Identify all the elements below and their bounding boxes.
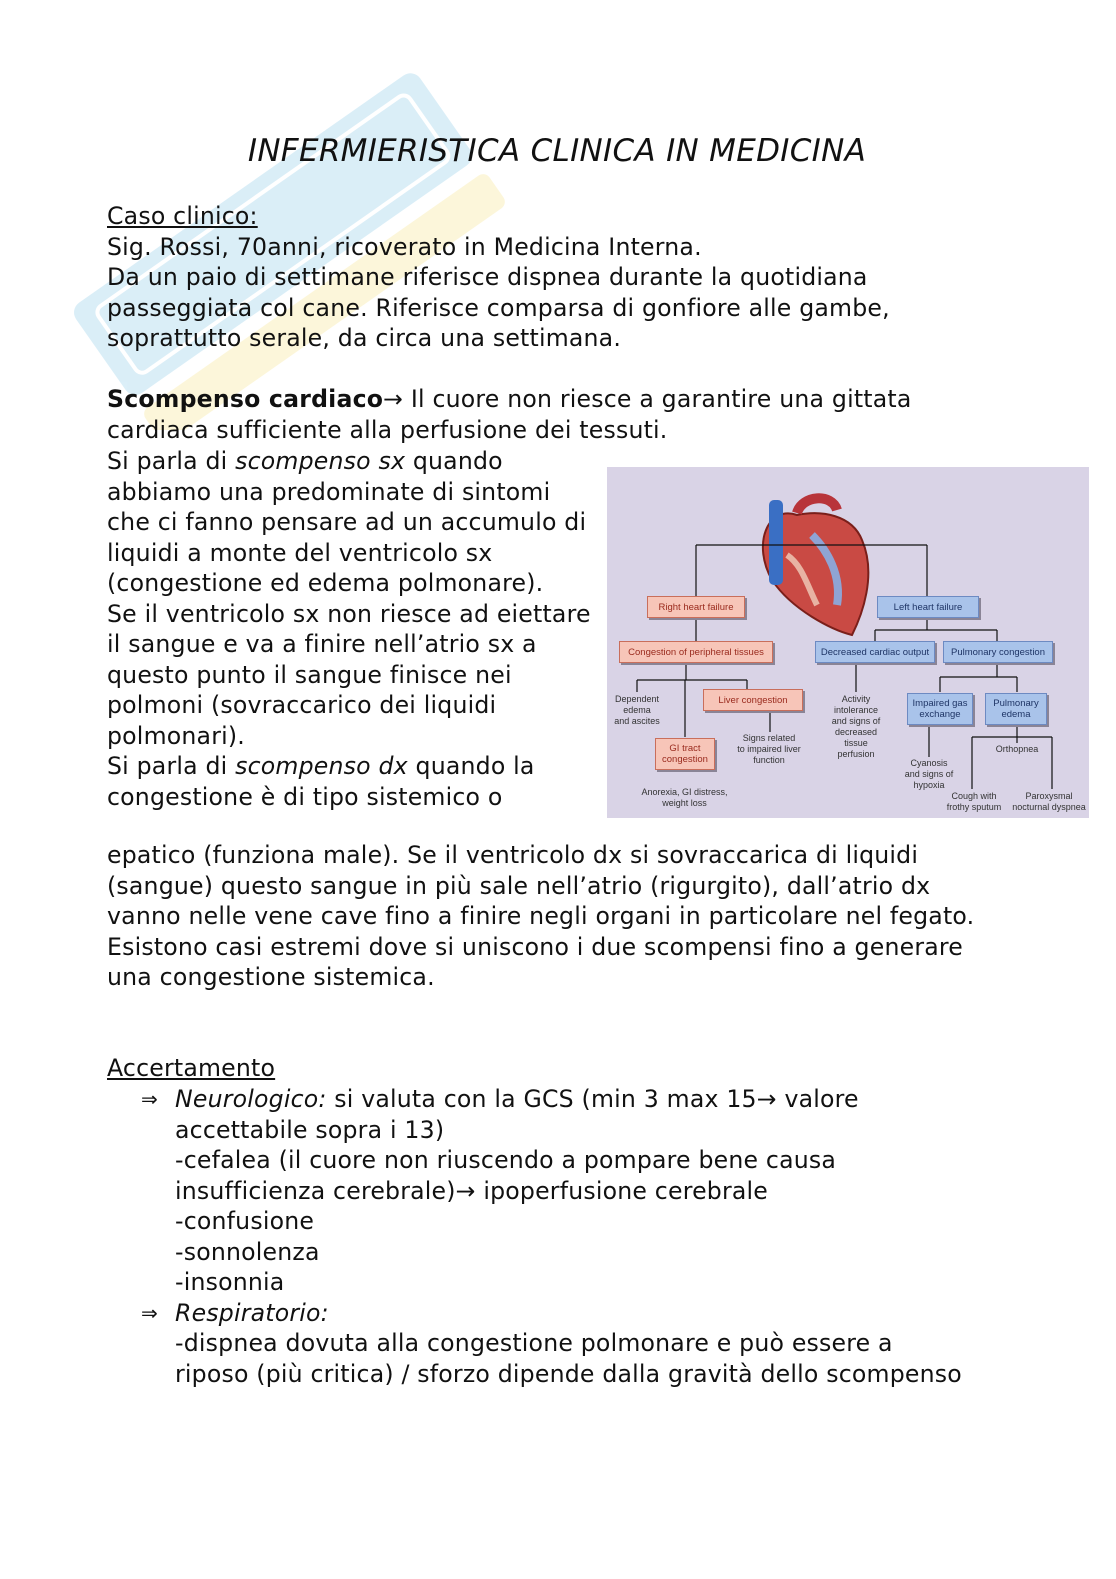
liver-signs-note: Signs related to impaired liver function [737,733,801,765]
gi-tract-box: GI tract congestion [655,738,715,770]
heart-failure-diagram [607,467,1089,818]
assessment-list [141,1084,971,1389]
sx-section [107,446,592,812]
decreased-output-box: Decreased cardiac output [815,641,935,663]
double-arrow-icon: ⇒ [141,1300,158,1325]
list-item: -dispnea dovuta alla congestione polmonare e può essere a riposo (più critica) / sforzo dipende dalla gravità dello scompenso [175,1329,962,1388]
scompenso-def: Il cuore non riesce a garantire una gittata cardiaca sufficiente alla perfusione dei tessuti. [107,385,912,444]
dx-pre: Si parla di [107,752,236,780]
assessment-section [107,1053,1007,1084]
activity-note: Activity intolerance and signs of decreased tissue perfusion [831,694,881,759]
arrow-icon: → [756,1085,777,1113]
left-heart-failure-box: Left heart failure [877,596,979,618]
pulmonary-edema-box: Pulmonary edema [985,693,1047,725]
sx-paragraph [107,446,592,599]
sx-text: quando abbiamo una predominate di sintomi che ci fanno pensare ad un accumulo di liquidi a monte del ventricolo sx (congestione ed edema polmonare). [107,447,587,597]
anorexia-note: Anorexia, GI distress, weight loss [641,787,728,808]
case-section [107,201,1007,354]
case-line-2: Da un paio di settimane riferisce dispnea durante la quotidiana passeggiata col cane. Riferisce comparsa di gonfiore alle gambe, soprattutto serale, da circa una settimana. [107,263,890,352]
cyanosis-note: Cyanosis and signs of hypoxia [904,758,954,790]
scompenso-term: Scompenso cardiaco [107,385,384,413]
list-item [175,1145,971,1206]
sx-paragraph-2: Se il ventricolo sx non riesce ad eiettare il sangue e va a finire nell’atrio sx a questo punto il sangue finisce nei polmoni (sovraccarico dei liquidi polmonari). [107,599,591,750]
case-line-1: Sig. Rossi, 70anni, ricoverato in Medicina Interna. [107,232,702,261]
scompenso-definition [107,384,997,445]
liver-congestion-box: Liver congestion [703,689,803,711]
orthopnea-note: Orthopnea [995,744,1039,754]
list-item: -confusione [175,1207,315,1235]
paroxysmal-note: Paroxysmal nocturnal dyspnea [1012,791,1086,812]
pulmonary-congestion-box: Pulmonary congestion [943,641,1053,663]
scompenso-section [107,384,997,445]
neuro-items [141,1145,971,1298]
neuro-term: Neurologico: [175,1085,327,1113]
list-item-neuro [141,1084,971,1145]
impaired-gas-box: Impaired gas exchange [907,693,973,725]
neuro-text-2: valore accettabile sopra i 13) [175,1085,859,1144]
list-item-resp [141,1298,971,1329]
resp-term: Respiratorio: [175,1298,329,1327]
sx-pre: Si parla di [107,447,236,475]
dx-section [107,840,1007,993]
heart-illustration [763,498,868,635]
dx-term: scompenso dx [235,752,408,780]
dependent-edema-note: Dependent edema and ascites [614,694,660,726]
list-item: -insonnia [175,1268,285,1296]
extreme-paragraph: Esistono casi estremi dove si uniscono i due scompensi fino a generare una congestione sistemica. [107,932,963,991]
list-item: -sonnolenza [175,1237,320,1266]
assessment-heading: Accertamento [107,1054,276,1082]
neuro-item-0-tail: ipoperfusione cerebrale [475,1176,769,1205]
arrow-icon: → [383,385,404,413]
neuro-text: si valuta con la GCS (min 3 max 15 [326,1085,757,1113]
sx-term: scompenso sx [235,447,406,475]
neuro-item-0: -cefalea (il cuore non riuscendo a pompare bene causa insufficienza cerebrale) [175,1146,837,1205]
dx-paragraph-a [107,751,592,812]
arrow-icon: → [455,1176,476,1205]
dx-text-a: quando la congestione è di tipo sistemico o [107,752,535,811]
peripheral-congestion-box: Congestion of peripheral tissues [619,641,773,663]
page-title: INFERMIERISTICA CLINICA IN MEDICINA [247,133,867,169]
cough-note: Cough with frothy sputum [946,791,1002,812]
dx-paragraph-b: epatico (funziona male). Se il ventricolo dx si sovraccarica di liquidi (sangue) questo sangue in più sale nell’atrio (rigurgito), dall’atrio dx vanno nelle vene cave fino a finire negli organi in particolare nel fegato. [107,841,975,930]
case-heading: Caso clinico: [107,202,258,230]
right-heart-failure-box: Right heart failure [647,596,745,618]
resp-items [141,1328,971,1389]
double-arrow-icon: ⇒ [141,1087,158,1111]
